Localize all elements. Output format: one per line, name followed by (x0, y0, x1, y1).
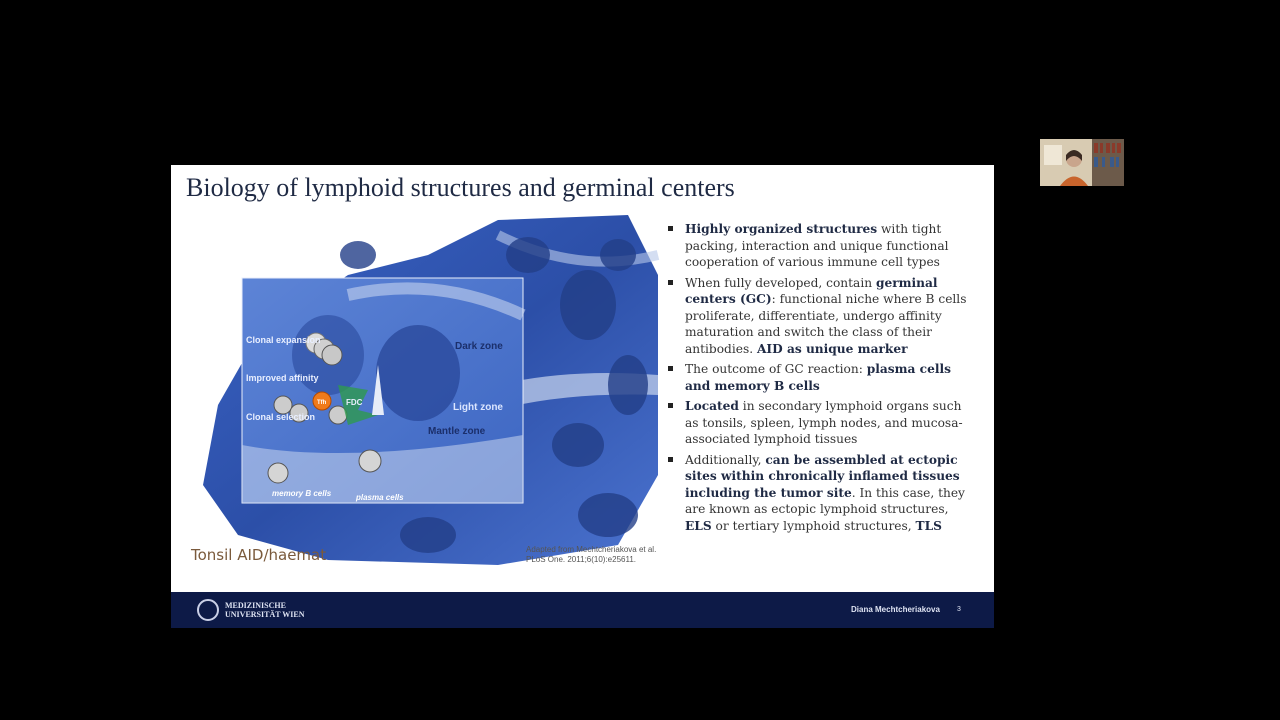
figure-caption: Tonsil AID/haemat (191, 546, 327, 564)
slide-footer (171, 592, 994, 628)
label-clonal-expansion: Clonal expansion (246, 335, 321, 345)
page-number: 3 (957, 606, 961, 613)
label-memory-cells: memory B cells (272, 489, 332, 498)
bullet-item (668, 275, 978, 358)
tonsil-figure (198, 215, 668, 567)
bullet-text: Additionally, (685, 452, 766, 467)
label-plasma-cells: plasma cells (356, 493, 404, 502)
tissue-image (198, 215, 668, 567)
label-dark-zone: Dark zone (455, 341, 503, 352)
presenter-name: Diana Mechtcheriakova (851, 605, 940, 614)
university-name-line2: UNIVERSITÄT WIEN (225, 610, 305, 619)
presentation-slide (171, 165, 994, 628)
bullet-square-icon (668, 366, 673, 371)
label-fdc: FDC (346, 398, 363, 407)
university-logo-icon (197, 599, 219, 621)
label-improved-affinity: Improved affinity (246, 373, 319, 383)
bullet-item (668, 398, 978, 448)
bullet-text: When fully developed, contain (685, 275, 876, 290)
slide-title: Biology of lymphoid structures and germinal centers (186, 173, 735, 202)
bullet-item (668, 452, 978, 535)
bullet-text: in secondary lymphoid organs such as tonsils, spleen, lymph nodes, and mucosa-associated lymphoid tissues (685, 399, 963, 446)
bullet-emphasis: Located (685, 399, 739, 413)
figure-credit: Adapted from Mechtcheriakova et al. PLoS One. 2011;6(10):e25611. (526, 545, 657, 564)
bullet-emphasis: TLS (915, 518, 942, 533)
bullet-text: . In this case, they are known as ectopic lymphoid structures, (685, 485, 965, 516)
participant-video-image (1040, 139, 1124, 186)
bullet-square-icon (668, 403, 673, 408)
bullet-emphasis: AID as unique marker (756, 341, 908, 356)
bullet-emphasis: ELS (685, 518, 712, 533)
bullet-emphasis: germinal centers (GC) (685, 275, 938, 306)
label-mantle-zone: Mantle zone (428, 426, 486, 437)
bullet-text: The outcome of GC reaction: (685, 362, 867, 376)
bullet-item (668, 221, 978, 271)
label-light-zone: Light zone (453, 402, 503, 413)
bullet-text: : functional niche where B cells proliferate, differentiate, undergo affinity maturation and switch the class of their antibodies. (685, 292, 967, 356)
bullet-emphasis: can be assembled at ectopic sites within chronically inflamed tissues including the tumor site (685, 452, 960, 500)
label-tfh: Tfh (317, 400, 327, 406)
bullet-text: or tertiary lymphoid structures, (711, 518, 916, 533)
bullet-item (668, 361, 978, 394)
label-clonal-selection: Clonal selection (246, 412, 316, 422)
bullet-square-icon (668, 226, 673, 231)
participant-video-thumbnail[interactable] (1040, 139, 1124, 186)
bullet-emphasis: plasma cells and memory B cells (685, 362, 951, 393)
bullet-text: with tight packing, interaction and unique functional cooperation of various immune cell types (685, 222, 949, 269)
bullet-square-icon (668, 280, 673, 285)
university-name-line1: MEDIZINISCHE (225, 601, 286, 610)
bullet-list (668, 221, 978, 538)
bullet-emphasis: Highly organized structures (685, 222, 878, 236)
bullet-square-icon (668, 457, 673, 462)
university-name (225, 601, 305, 619)
